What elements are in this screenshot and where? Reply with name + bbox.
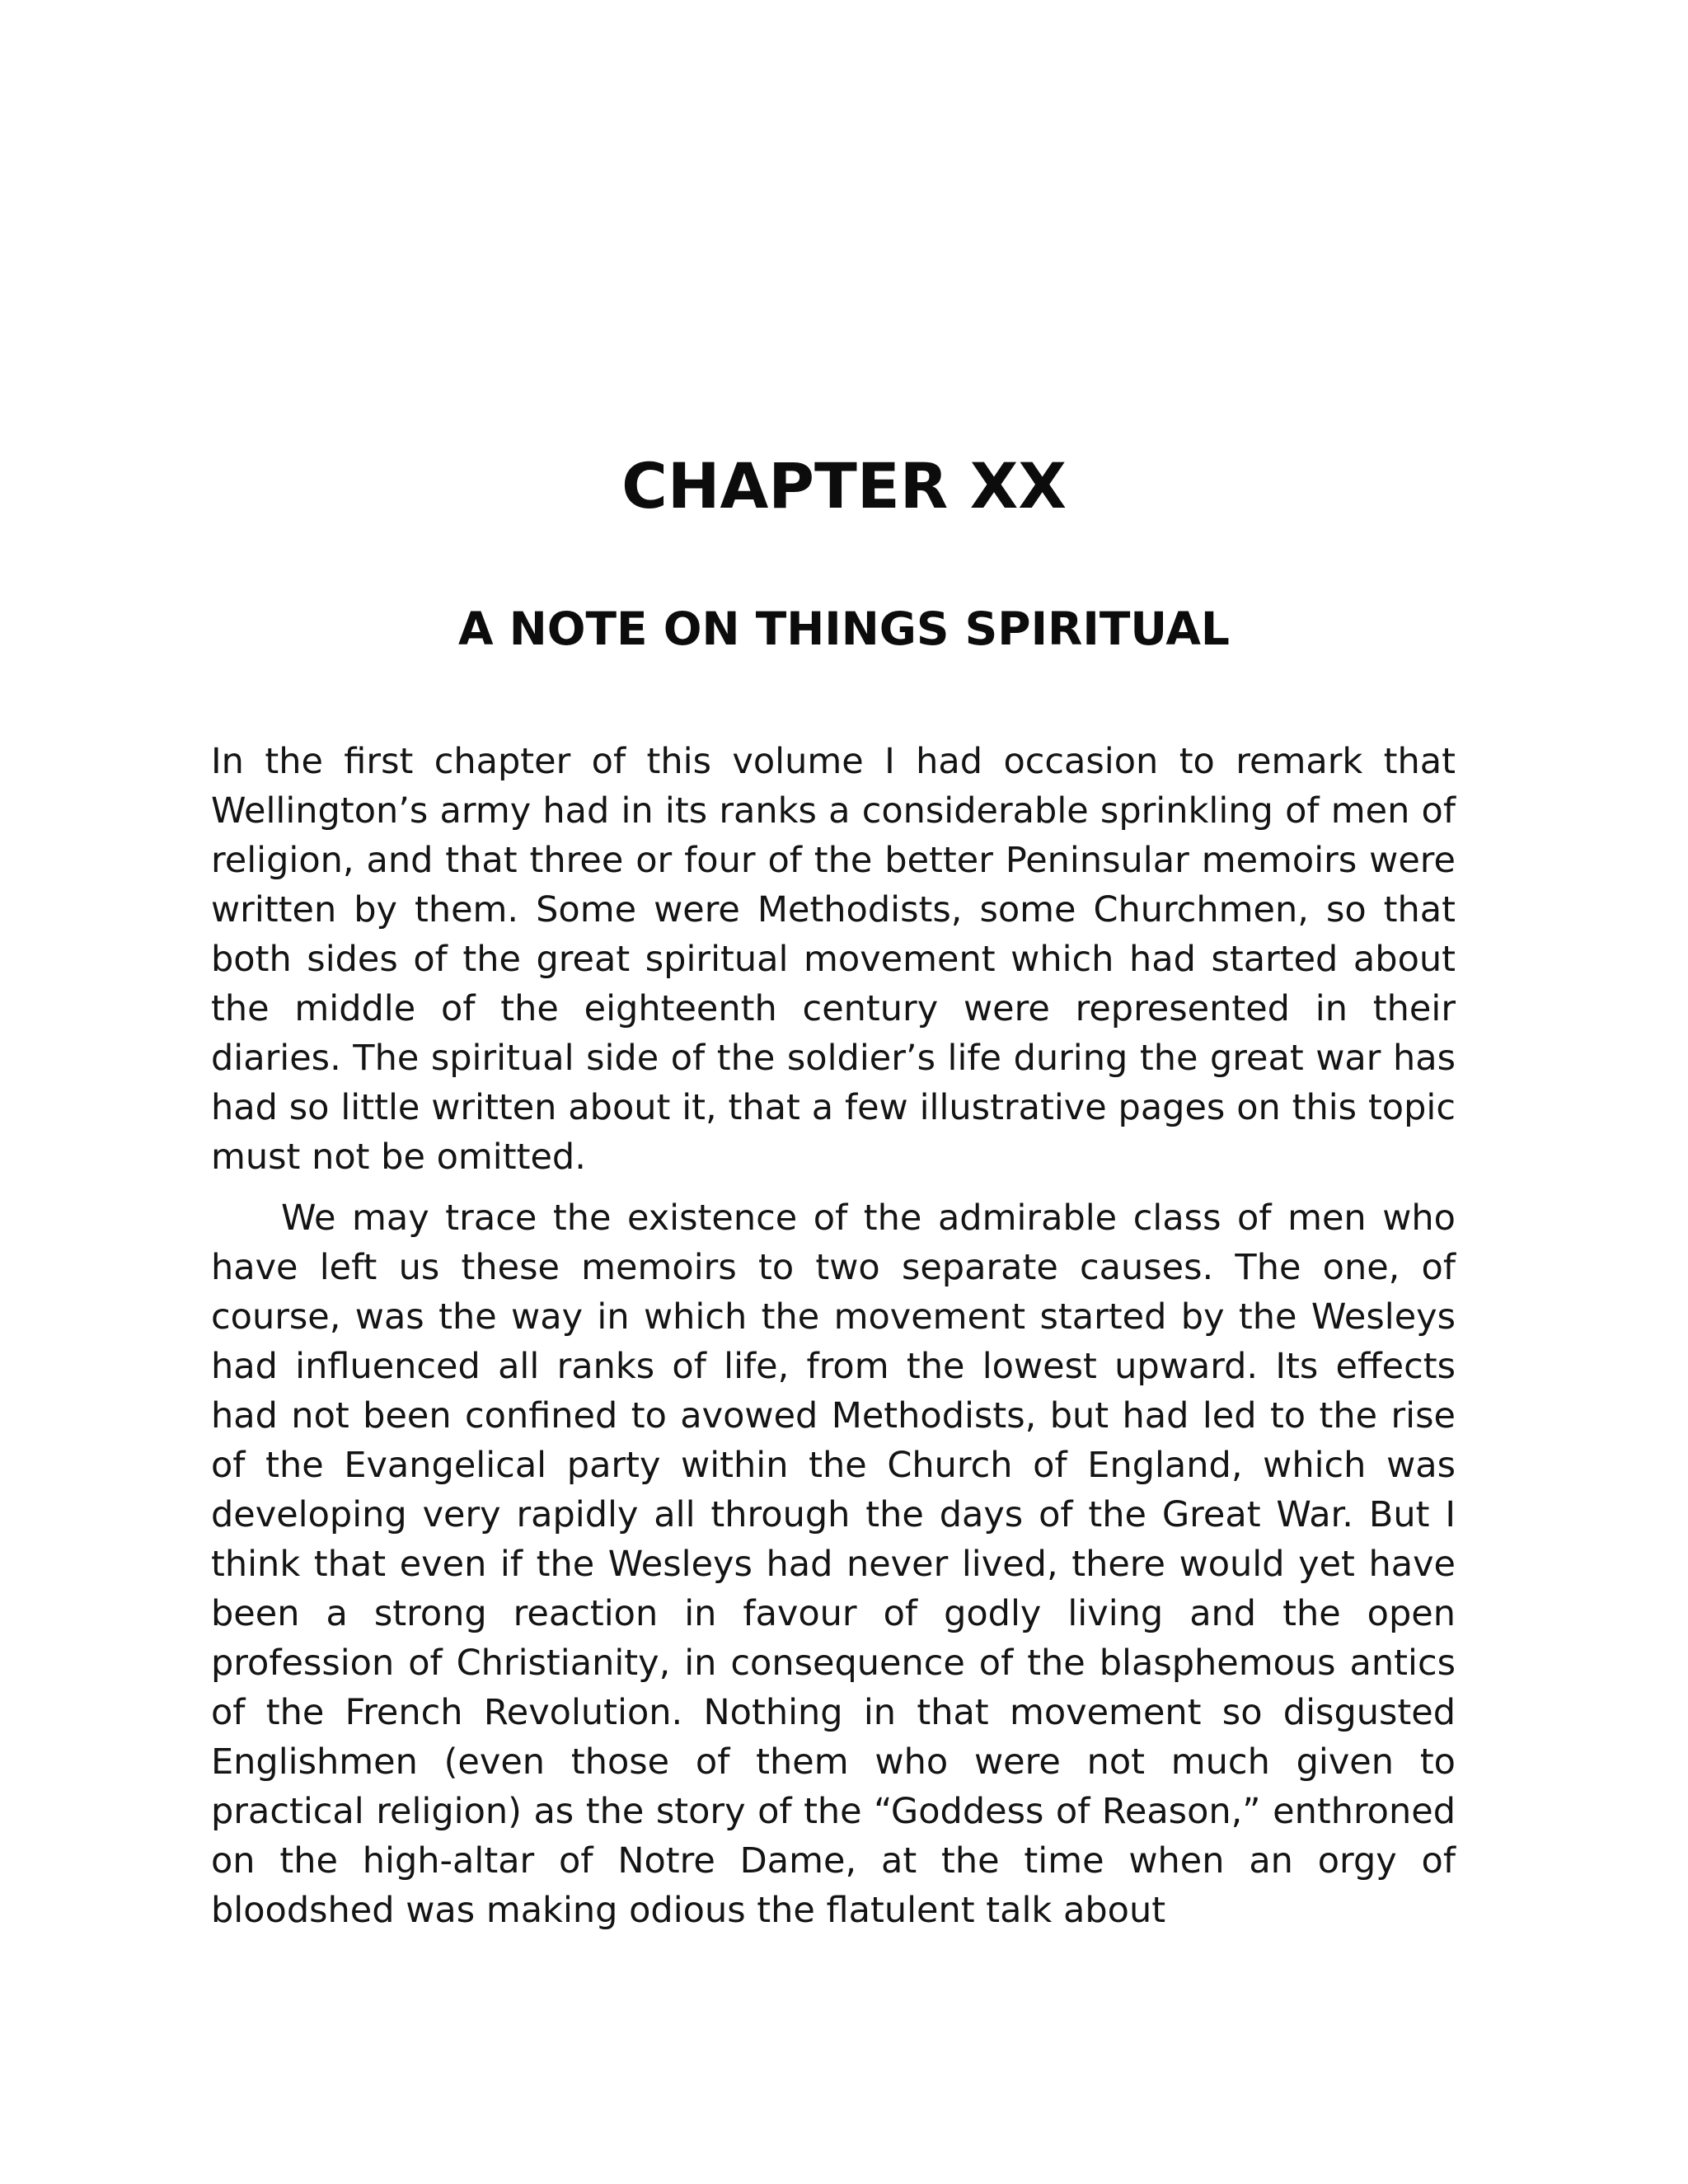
chapter-title-heading: A NOTE ON THINGS SPIRITUAL xyxy=(458,602,1230,655)
chapter-number-heading: CHAPTER XX xyxy=(621,449,1067,523)
body-paragraph-1: In the first chapter of this volume I had occasion to remark that Wellington’s army had in its ranks a considerable sprinkling of men of religion, and that three or four of the better Peninsular memoirs were written by them. Some were Methodists, some Churchmen, so that both sides of the great spiritual movement which had started about the middle of the eighteenth century were represented in their diaries. The spiritual side of the soldier’s life during the great war has had so little written about it, that a few illustrative pages on this topic must not be omitted. xyxy=(211,741,1456,1178)
body-paragraph-2: We may trace the existence of the admirable class of men who have left us these memoirs to two separate causes. The one, of course, was the way in which the movement started by the Wesleys had influenced all ranks of life, from the lowest upward. Its effects had not been confined to avowed Methodists, but had led to the rise of the Evangelical party within the Church of England, which was developing very rapidly all through the days of the Great War. But I think that even if the Wesleys had never lived, there would yet have been a strong reaction in favour of godly living and the open profession of Christianity, in consequence of the blasphemous antics of the French Revolution. Nothing in that movement so disgusted Englishmen (even those of them who were not much given to practical religion) as the story of the “Goddess of Reason,” enthroned on the high-altar of Notre Dame, at the time when an orgy of bloodshed was making odious the flatulent talk about xyxy=(211,1197,1456,1931)
chapter-body xyxy=(211,737,1456,1935)
